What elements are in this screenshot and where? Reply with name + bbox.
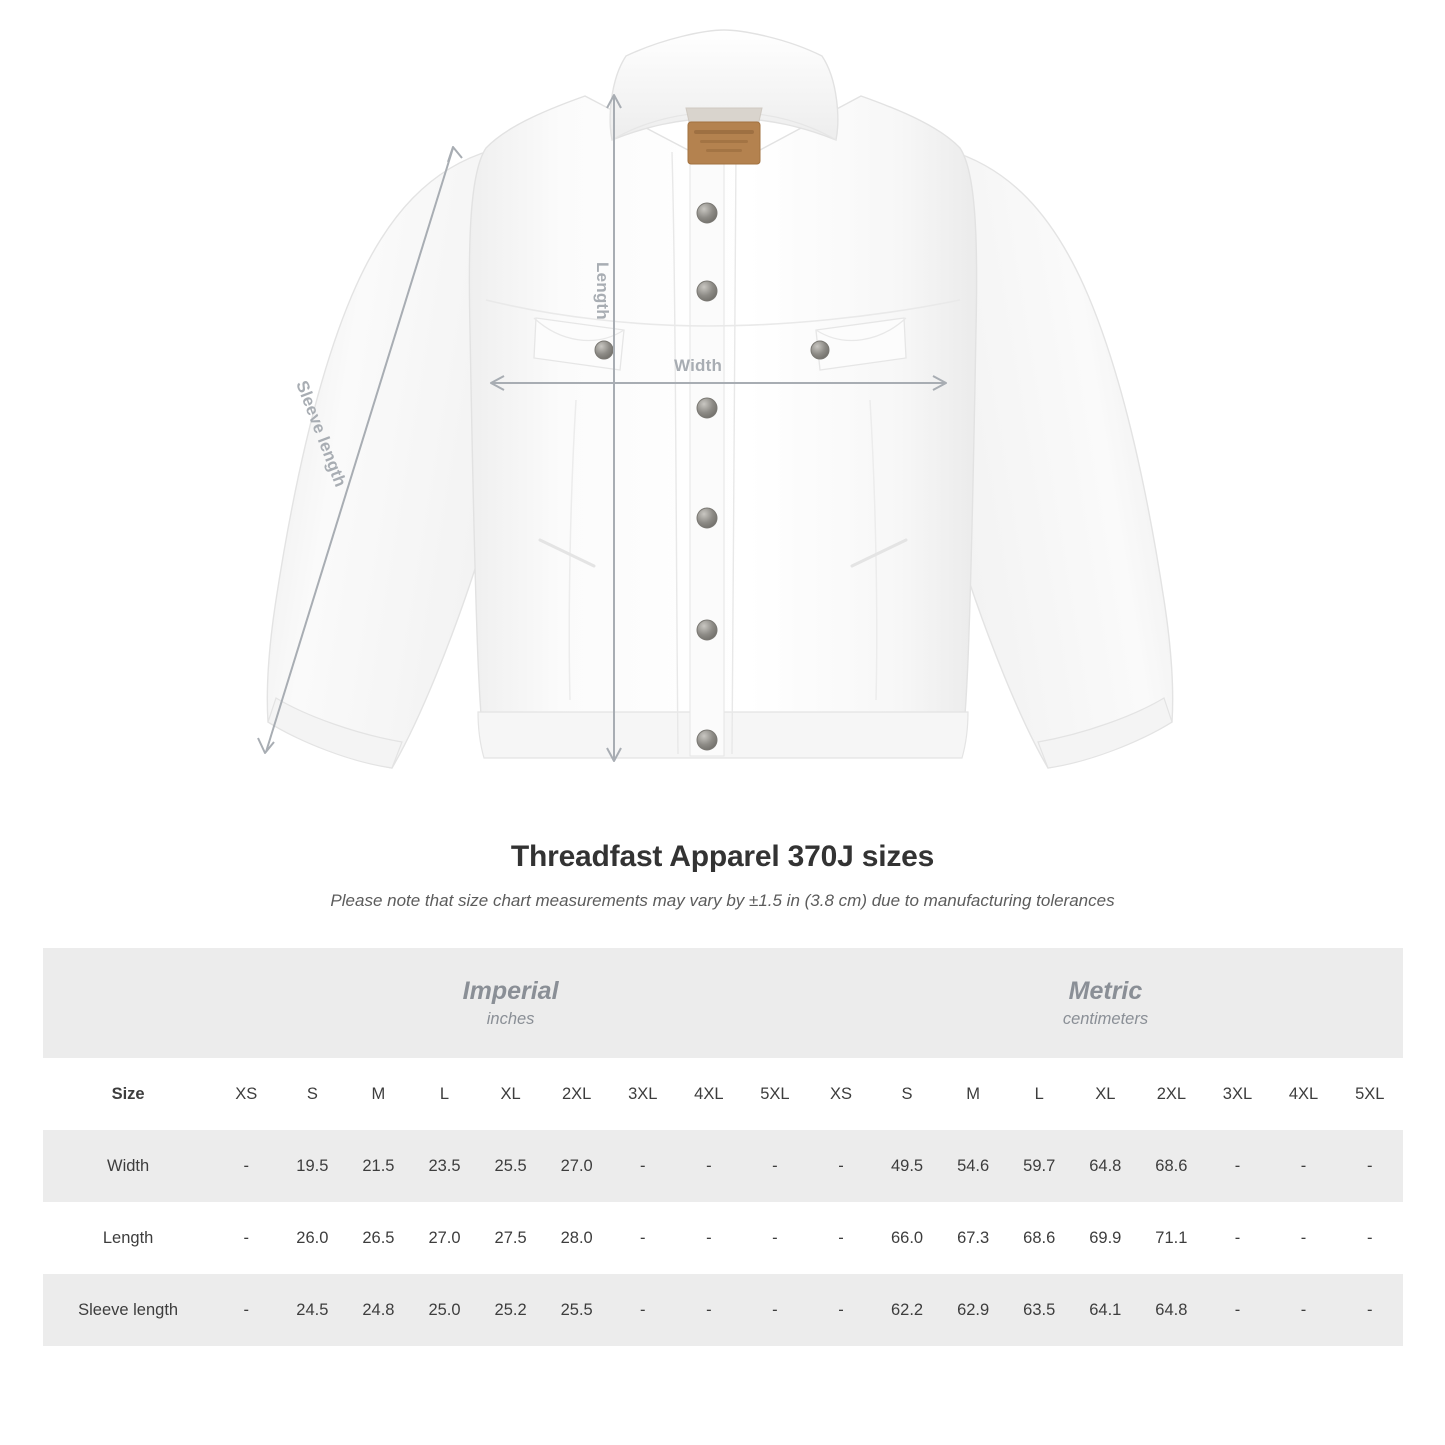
sleeve-imperial-5xl: -	[742, 1274, 808, 1346]
sleeve-imperial-xl: 25.2	[478, 1274, 544, 1346]
unit-header-row	[43, 948, 1403, 1058]
length-imperial-2xl: 28.0	[544, 1202, 610, 1274]
sleeve-imperial-4xl: -	[676, 1274, 742, 1346]
row-label-length: Length	[43, 1202, 213, 1274]
width-imperial-3xl: -	[610, 1130, 676, 1202]
length-metric-2xl: 71.1	[1138, 1202, 1204, 1274]
size-header-imperial-s: S	[279, 1058, 345, 1130]
measure-label-sleeve-length: Sleeve length	[292, 378, 351, 490]
length-imperial-m: 26.5	[345, 1202, 411, 1274]
title-block	[0, 840, 1445, 911]
sleeve-imperial-m: 24.8	[345, 1274, 411, 1346]
size-header-row	[43, 1058, 1403, 1130]
row-label-width: Width	[43, 1130, 213, 1202]
length-metric-5xl: -	[1337, 1202, 1403, 1274]
width-imperial-xs: -	[213, 1130, 279, 1202]
size-header-metric-5xl: 5XL	[1337, 1058, 1403, 1130]
sleeve-imperial-2xl: 25.5	[544, 1274, 610, 1346]
size-header-metric-3xl: 3XL	[1204, 1058, 1270, 1130]
sleeve-imperial-3xl: -	[610, 1274, 676, 1346]
sleeve-metric-4xl: -	[1270, 1274, 1336, 1346]
sleeve-metric-xl: 64.1	[1072, 1274, 1138, 1346]
size-header-metric-2xl: 2XL	[1138, 1058, 1204, 1130]
size-header-imperial-xl: XL	[478, 1058, 544, 1130]
sleeve-metric-xs: -	[808, 1274, 874, 1346]
width-metric-xl: 64.8	[1072, 1130, 1138, 1202]
unit-metric	[808, 948, 1403, 1058]
unit-imperial-name: Imperial	[462, 977, 559, 1006]
sleeve-metric-m: 62.9	[940, 1274, 1006, 1346]
size-header-imperial-2xl: 2XL	[544, 1058, 610, 1130]
width-metric-5xl: -	[1337, 1130, 1403, 1202]
width-metric-xs: -	[808, 1130, 874, 1202]
measure-label-length: Length	[593, 262, 612, 320]
sleeve-metric-s: 62.2	[874, 1274, 940, 1346]
width-imperial-2xl: 27.0	[544, 1130, 610, 1202]
size-header-metric-xs: XS	[808, 1058, 874, 1130]
length-metric-l: 68.6	[1006, 1202, 1072, 1274]
sleeve-metric-l: 63.5	[1006, 1274, 1072, 1346]
width-imperial-m: 21.5	[345, 1130, 411, 1202]
sleeve-metric-2xl: 64.8	[1138, 1274, 1204, 1346]
table-row	[43, 1130, 1403, 1202]
length-metric-m: 67.3	[940, 1202, 1006, 1274]
width-imperial-4xl: -	[676, 1130, 742, 1202]
size-header-imperial-l: L	[411, 1058, 477, 1130]
length-imperial-3xl: -	[610, 1202, 676, 1274]
length-imperial-s: 26.0	[279, 1202, 345, 1274]
size-header-imperial-5xl: 5XL	[742, 1058, 808, 1130]
size-header-imperial-3xl: 3XL	[610, 1058, 676, 1130]
width-metric-4xl: -	[1270, 1130, 1336, 1202]
length-imperial-5xl: -	[742, 1202, 808, 1274]
length-metric-s: 66.0	[874, 1202, 940, 1274]
tolerance-note: Please note that size chart measurements may vary by ±1.5 in (3.8 cm) due to manufacturing tolerances	[330, 891, 1115, 910]
length-metric-4xl: -	[1270, 1202, 1336, 1274]
sleeve-imperial-xs: -	[213, 1274, 279, 1346]
width-imperial-xl: 25.5	[478, 1130, 544, 1202]
size-header-metric-s: S	[874, 1058, 940, 1130]
size-header-metric-m: M	[940, 1058, 1006, 1130]
width-metric-l: 59.7	[1006, 1130, 1072, 1202]
width-metric-m: 54.6	[940, 1130, 1006, 1202]
width-metric-s: 49.5	[874, 1130, 940, 1202]
sleeve-imperial-l: 25.0	[411, 1274, 477, 1346]
size-header-metric-xl: XL	[1072, 1058, 1138, 1130]
unit-imperial	[213, 948, 808, 1058]
length-metric-3xl: -	[1204, 1202, 1270, 1274]
width-imperial-l: 23.5	[411, 1130, 477, 1202]
sleeve-metric-5xl: -	[1337, 1274, 1403, 1346]
size-header-metric-l: L	[1006, 1058, 1072, 1130]
unit-spacer	[43, 948, 213, 1058]
size-table	[43, 948, 1403, 1346]
row-label-sleeve-length: Sleeve length	[43, 1274, 213, 1346]
size-header-imperial-xs: XS	[213, 1058, 279, 1130]
size-header-imperial-4xl: 4XL	[676, 1058, 742, 1130]
unit-metric-sub: centimeters	[1062, 1009, 1149, 1028]
length-metric-xs: -	[808, 1202, 874, 1274]
width-metric-2xl: 68.6	[1138, 1130, 1204, 1202]
sleeve-imperial-s: 24.5	[279, 1274, 345, 1346]
width-imperial-s: 19.5	[279, 1130, 345, 1202]
length-imperial-l: 27.0	[411, 1202, 477, 1274]
size-header-label: Size	[43, 1058, 213, 1130]
sleeve-metric-3xl: -	[1204, 1274, 1270, 1346]
width-imperial-5xl: -	[742, 1130, 808, 1202]
length-metric-xl: 69.9	[1072, 1202, 1138, 1274]
table-row	[43, 1274, 1403, 1346]
length-imperial-4xl: -	[676, 1202, 742, 1274]
table-row	[43, 1202, 1403, 1274]
page-title: Threadfast Apparel 370J sizes	[510, 840, 935, 873]
length-imperial-xs: -	[213, 1202, 279, 1274]
measure-label-width: Width	[674, 356, 723, 375]
unit-imperial-sub: inches	[486, 1009, 535, 1028]
size-header-metric-4xl: 4XL	[1270, 1058, 1336, 1130]
size-table-wrapper	[43, 948, 1403, 1346]
width-metric-3xl: -	[1204, 1130, 1270, 1202]
size-header-imperial-m: M	[345, 1058, 411, 1130]
unit-metric-name: Metric	[1068, 977, 1143, 1006]
length-imperial-xl: 27.5	[478, 1202, 544, 1274]
